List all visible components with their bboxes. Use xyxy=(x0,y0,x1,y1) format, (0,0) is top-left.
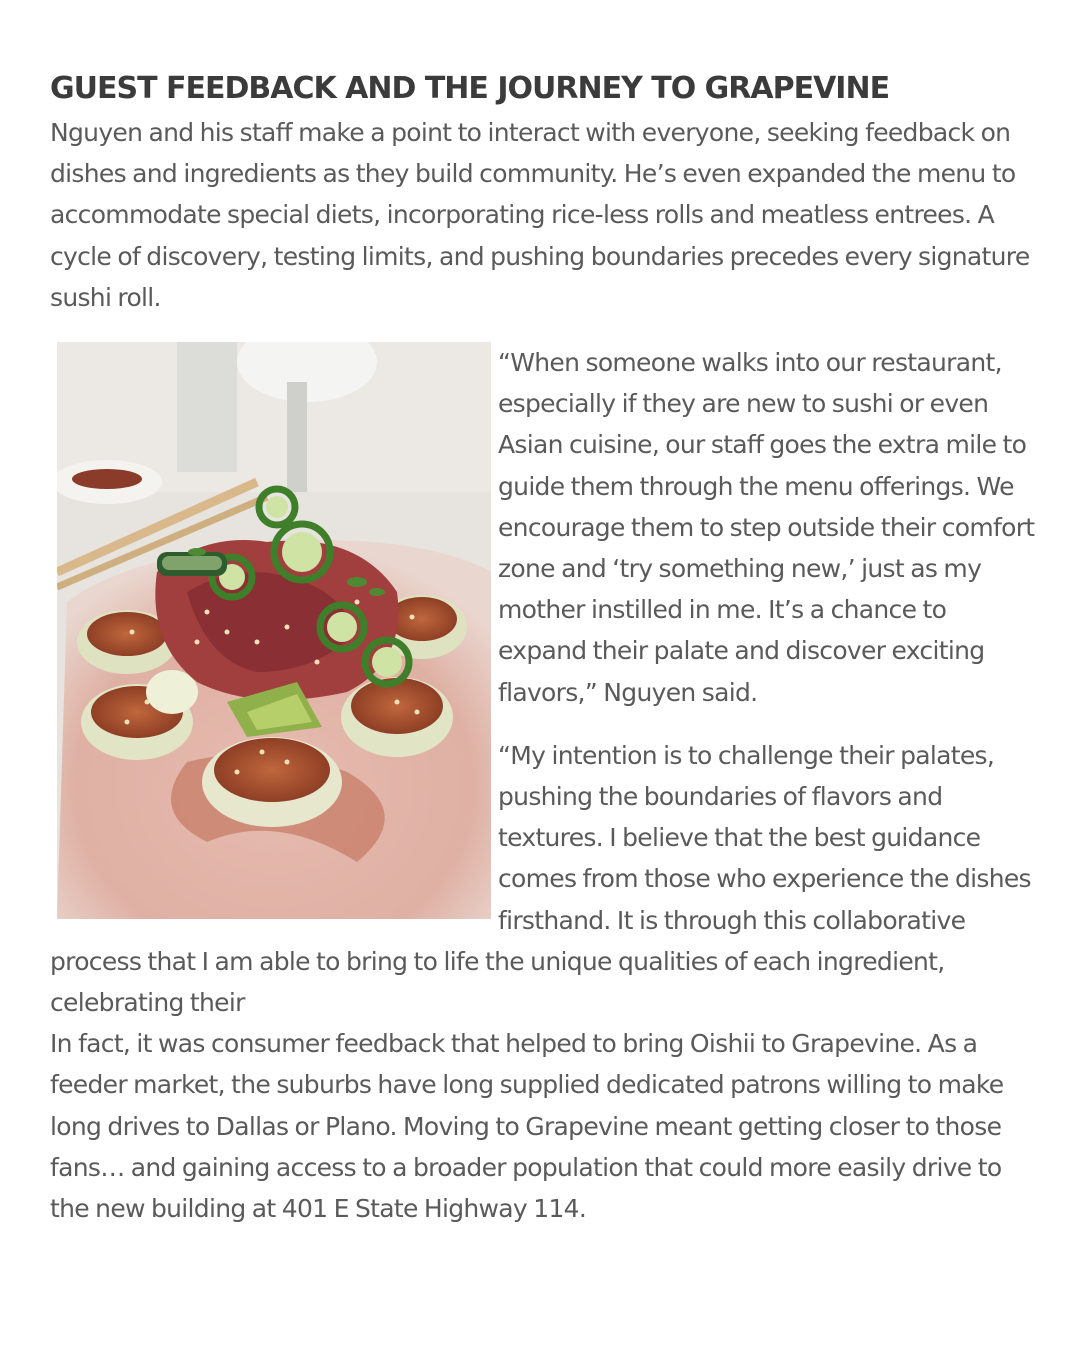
sushi-dish-photo xyxy=(57,342,491,919)
quote-paragraph-1: “When someone walks into our restaurant, especially if they are new to sushi or even Asian cuisine, our staff goes the extra mile to guide them through the menu offerings. We encourage them to step outside their comfort zone and ‘try something new,’ just as my mother instilled in me. It’s a chance to expand their palate and discover exciting flavors,” Nguyen said. xyxy=(498,348,1035,707)
section-heading: GUEST FEEDBACK AND THE JOURNEY TO GRAPEVINE xyxy=(50,71,890,106)
quote-paragraph-2: “My intention is to challenge their palates, pushing the boundaries of flavors and textures. I believe that the best guidance comes from those who experience the dishes firsthand. It is through this collaborative process that I am able to bring to life the unique qualities of each ingredient, celebrating their xyxy=(50,740,1031,1018)
article xyxy=(50,66,1040,1229)
closing-paragraph: In fact, it was consumer feedback that helped to bring Oishii to Grapevine. As a feeder market, the suburbs have long supplied dedicated patrons willing to make long drives to Dallas or Plano. Moving to Grapevine meant getting closer to those fans… and gaining access to a broader population that could more easily drive to the new building at 401 E State Highway 114. xyxy=(50,1029,1004,1224)
intro-paragraph: Nguyen and his staff make a point to interact with everyone, seeking feedback on dishes and ingredients as they build community. He’s even expanded the menu to accommodate special diets, incorporating rice-less rolls and meatless entrees. A cycle of discovery, testing limits, and pushing boundaries precedes every signature sushi roll. xyxy=(50,118,1030,312)
sushi-dish-icon xyxy=(57,342,491,919)
figure-and-quotes xyxy=(50,342,1040,1229)
